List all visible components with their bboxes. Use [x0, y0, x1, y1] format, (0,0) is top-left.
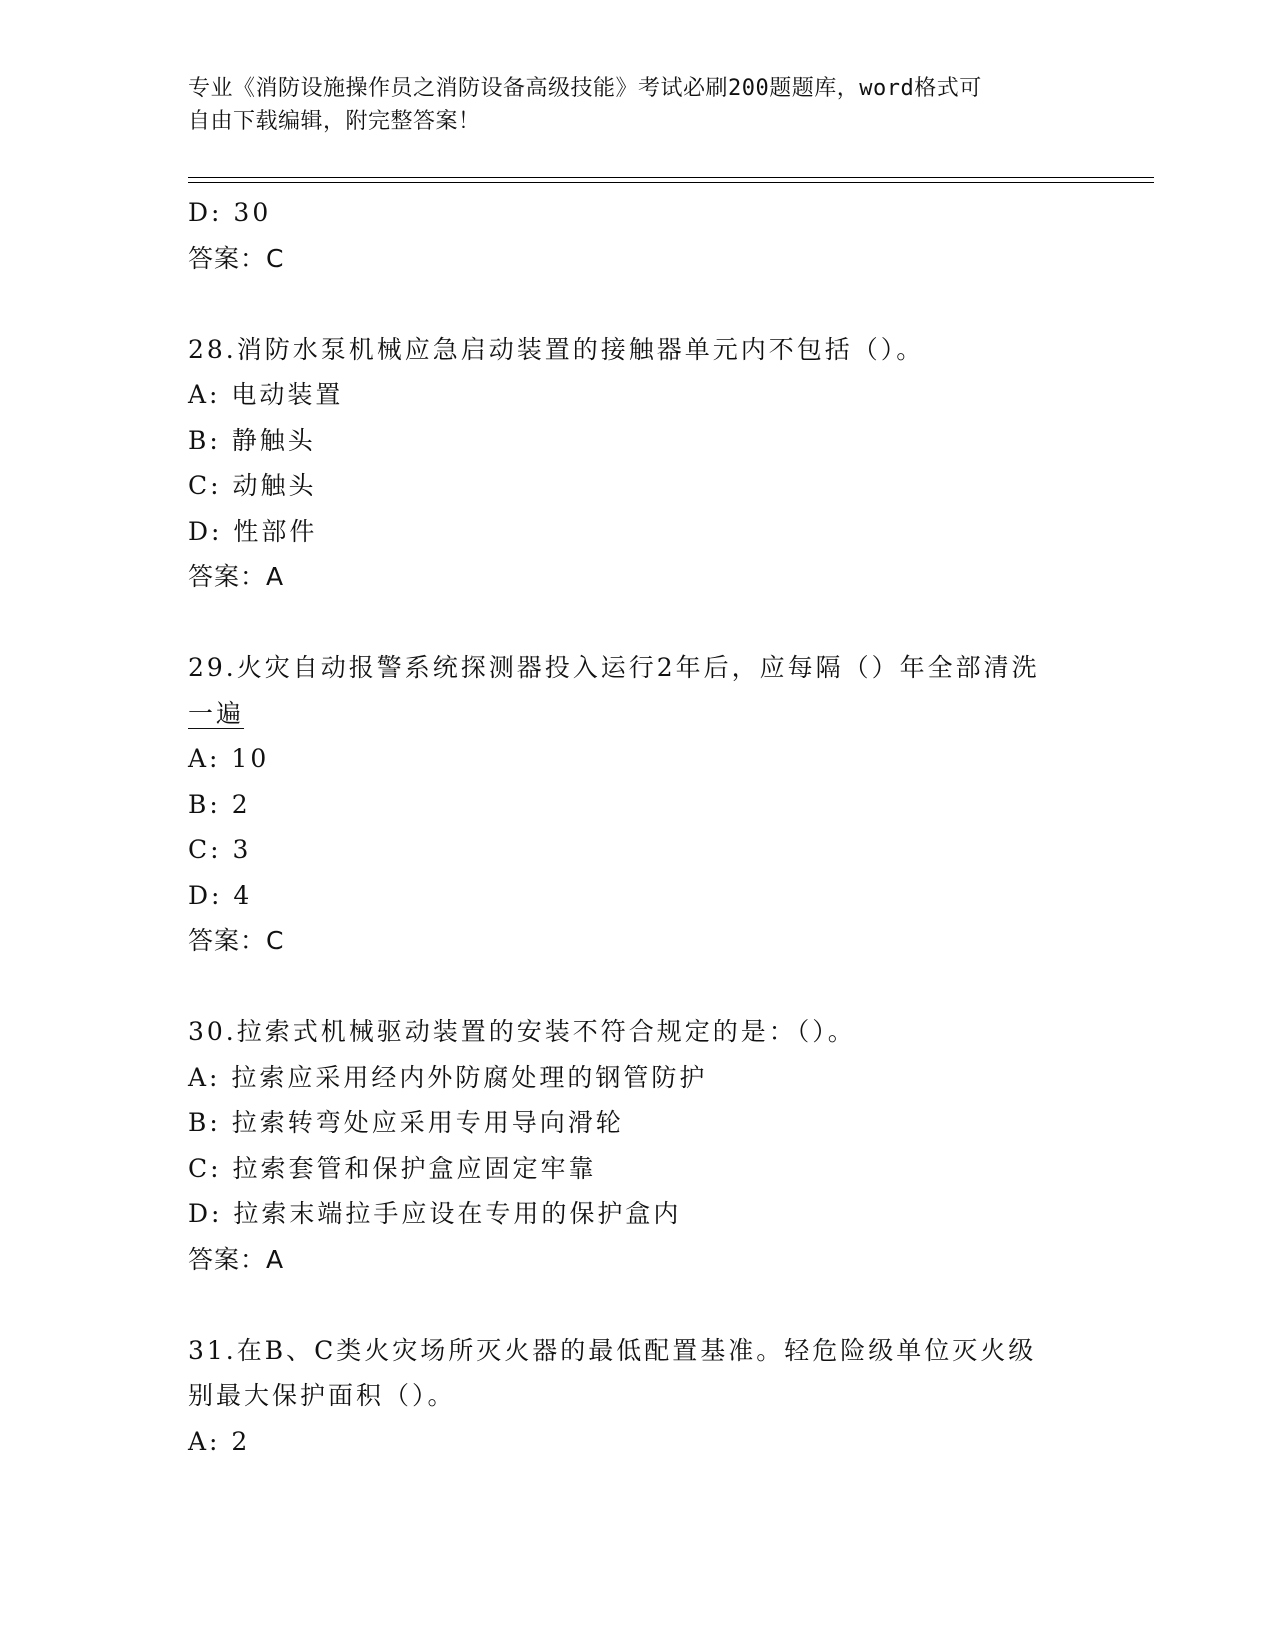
option-a: A: 2 [188, 1426, 251, 1456]
question-text-line-2: 别最大保护面积（）。 [188, 1381, 456, 1410]
answer-line: 答案：C [188, 243, 285, 273]
spacer [188, 964, 1088, 1010]
question-list [188, 190, 1088, 1464]
option-b: B: 静触头 [188, 425, 316, 455]
spacer [188, 281, 1088, 327]
document-header [188, 72, 1068, 138]
option-d: D: 30 [188, 198, 272, 227]
question-text: 30.拉索式机械驱动装置的安装不符合规定的是：（）。 [188, 1017, 856, 1046]
answer-line: 答案：A [188, 1244, 285, 1274]
question-29 [188, 645, 1088, 964]
question-text-line-2: 一遍 [188, 698, 245, 728]
option-d: D: 拉索末端拉手应设在专用的保护盒内 [188, 1199, 682, 1228]
header-line-1: 专业《消防设施操作员之消防设备高级技能》考试必刷200题题库，word格式可 [188, 76, 982, 101]
question-text-line-1: 31.在B、C类火灾场所灭火器的最低配置基准。轻危险级单位灭火级 [188, 1335, 1037, 1365]
question-30 [188, 1009, 1088, 1282]
option-d: D: 性部件 [188, 516, 318, 546]
option-a: A: 拉索应采用经内外防腐处理的钢管防护 [188, 1062, 708, 1092]
header-divider-bottom [188, 182, 1154, 183]
question-28 [188, 327, 1088, 600]
header-line-2: 自由下载编辑，附完整答案！ [188, 109, 481, 134]
question-text-line-1: 29.火灾自动报警系统探测器投入运行2年后，应每隔（）年全部清洗 [188, 653, 1040, 682]
option-c: C: 3 [188, 835, 252, 864]
option-c: C: 拉索套管和保护盒应固定牢靠 [188, 1153, 597, 1183]
spacer [188, 1282, 1088, 1328]
previous-question-tail [188, 190, 1088, 281]
option-b: B: 2 [188, 789, 251, 819]
option-b: B: 拉索转弯处应采用专用导向滑轮 [188, 1108, 624, 1137]
question-text: 28.消防水泵机械应急启动装置的接触器单元内不包括（）。 [188, 334, 925, 364]
question-31 [188, 1328, 1088, 1465]
option-c: C: 动触头 [188, 471, 317, 500]
question-text-line-2-wrapper [188, 691, 1088, 737]
answer-line: 答案：C [188, 926, 285, 955]
option-a: A: 电动装置 [188, 380, 344, 409]
option-d: D: 4 [188, 880, 253, 910]
answer-line: 答案：A [188, 562, 285, 591]
option-a: A: 10 [188, 744, 270, 773]
spacer [188, 600, 1088, 646]
header-divider-top [188, 177, 1154, 178]
